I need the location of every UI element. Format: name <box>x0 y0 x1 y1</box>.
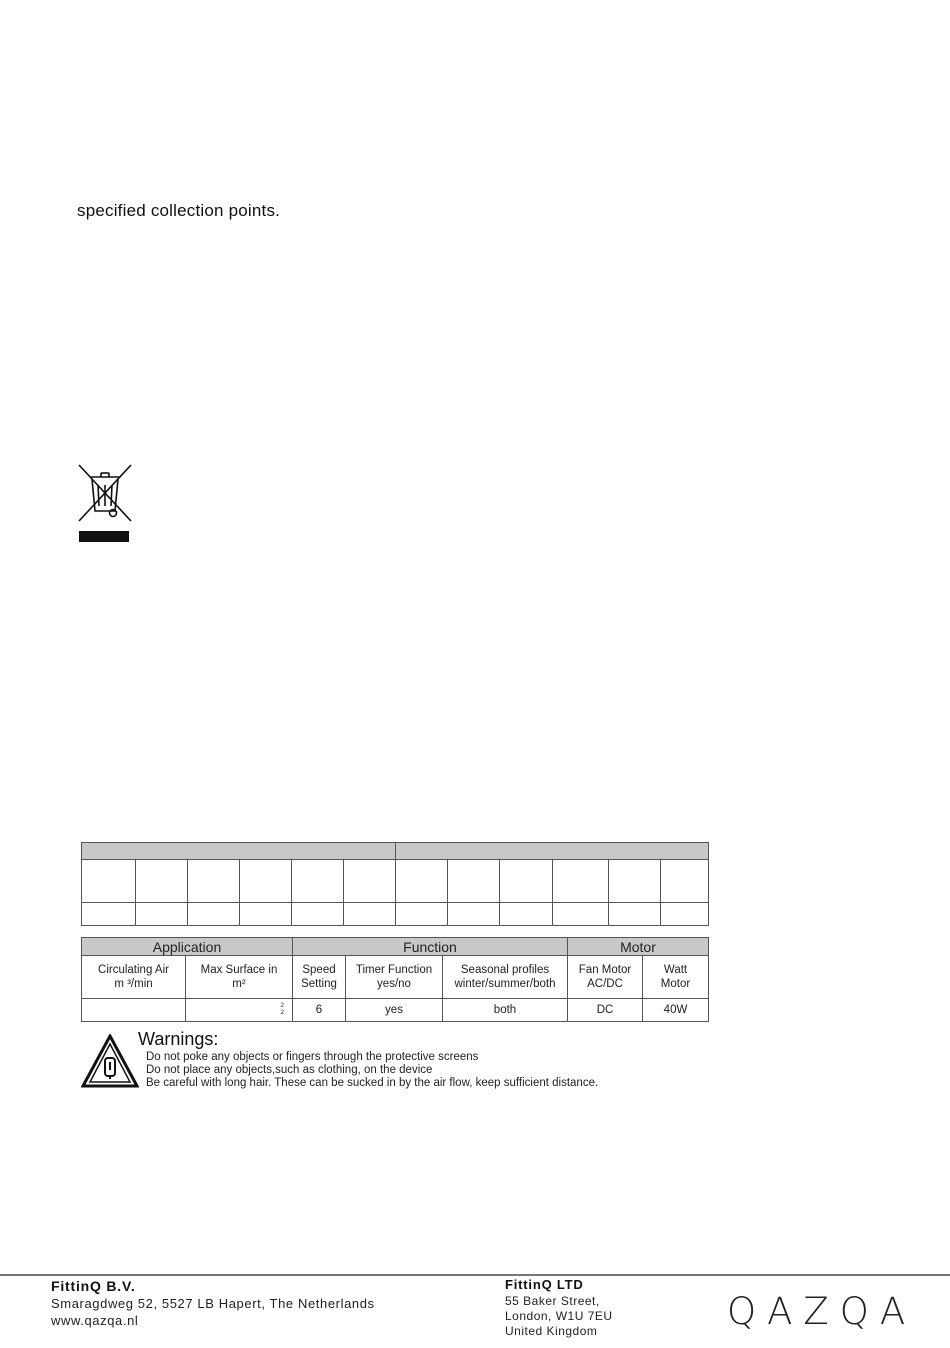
value-timer-function: yes <box>346 999 443 1022</box>
warning-line: Be careful with long hair. These can be sucked in by the air flow, keep sufficient distance. <box>146 1077 599 1089</box>
empty-cell <box>188 860 240 903</box>
value-circulating-air <box>82 999 186 1022</box>
empty-spec-table <box>81 842 709 926</box>
empty-cell <box>448 860 500 903</box>
empty-cell <box>188 903 240 926</box>
section-application: Application <box>82 938 293 956</box>
empty-cell <box>553 903 609 926</box>
label-watt-motor: Watt Motor <box>643 956 709 999</box>
empty-cell <box>82 860 136 903</box>
company-name-uk: FittinQ LTD <box>505 1277 584 1292</box>
spec-table <box>81 937 709 1022</box>
empty-cell <box>292 903 344 926</box>
company-address-uk-line: London, W1U 7EU <box>505 1309 613 1323</box>
empty-cell <box>553 860 609 903</box>
warning-line: Do not place any objects,such as clothing, on the device <box>146 1064 433 1076</box>
empty-cell <box>500 860 553 903</box>
empty-cell <box>240 860 292 903</box>
company-address-uk-line: United Kingdom <box>505 1324 598 1338</box>
warnings-title: Warnings: <box>138 1029 219 1049</box>
empty-cell <box>136 903 188 926</box>
section-function: Function <box>293 938 568 956</box>
empty-cell <box>661 903 709 926</box>
intro-text: specified collection points. <box>77 201 281 220</box>
label-max-surface: Max Surface in m² <box>186 956 293 999</box>
footer-divider <box>0 1274 950 1276</box>
label-fan-motor: Fan Motor AC/DC <box>568 956 643 999</box>
value-speed-setting: 6 <box>293 999 346 1022</box>
empty-cell <box>396 903 448 926</box>
empty-cell <box>661 860 709 903</box>
empty-header-cell <box>82 843 396 860</box>
label-timer-function: Timer Function yes/no <box>346 956 443 999</box>
label-speed-setting: Speed Setting <box>293 956 346 999</box>
empty-cell <box>448 903 500 926</box>
value-fan-motor: DC <box>568 999 643 1022</box>
empty-cell <box>344 860 396 903</box>
empty-cell <box>396 860 448 903</box>
label-circulating-air: Circulating Air m ³/min <box>82 956 186 999</box>
empty-cell <box>136 860 188 903</box>
weee-disposal-icon <box>77 463 133 545</box>
value-watt-motor: 40W <box>643 999 709 1022</box>
qazqa-logo: QAZQA <box>727 1290 917 1333</box>
section-motor: Motor <box>568 938 709 956</box>
empty-cell <box>292 860 344 903</box>
empty-cell <box>609 860 661 903</box>
empty-cell <box>82 903 136 926</box>
empty-cell <box>500 903 553 926</box>
value-seasonal-profiles: both <box>443 999 568 1022</box>
warning-icon <box>81 1034 139 1088</box>
company-website: www.qazqa.nl <box>51 1313 139 1328</box>
empty-header-cell <box>396 843 709 860</box>
label-seasonal-profiles: Seasonal profiles winter/summer/both <box>443 956 568 999</box>
empty-cell <box>240 903 292 926</box>
value-max-surface: 2 2 <box>186 999 293 1022</box>
company-address-uk-line: 55 Baker Street, <box>505 1294 600 1308</box>
warning-line: Do not poke any objects or fingers through the protective screens <box>146 1051 479 1063</box>
empty-cell <box>609 903 661 926</box>
empty-cell <box>344 903 396 926</box>
company-name-nl: FittinQ B.V. <box>51 1278 136 1294</box>
company-address-nl: Smaragdweg 52, 5527 LB Hapert, The Netherlands <box>51 1296 375 1311</box>
